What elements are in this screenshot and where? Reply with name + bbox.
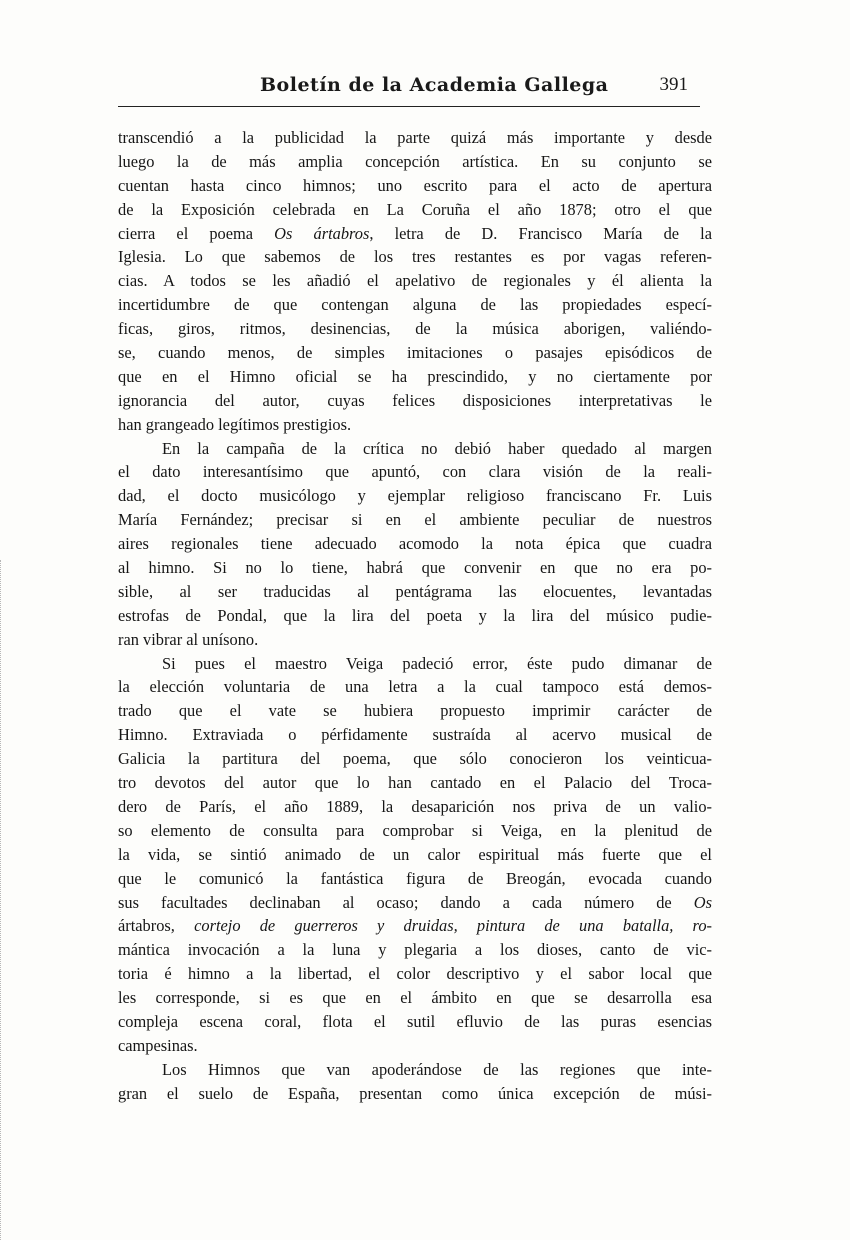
italic-title: Os — [693, 892, 712, 912]
text-line: toria é himno a la libertad, el color descriptivo y el sabor local que — [118, 964, 712, 984]
text-line: sus facultades declinaban al ocaso; dando a cada número de Os — [118, 892, 712, 912]
text-line: tro devotos del autor que lo han cantado en el Palacio del Troca- — [118, 773, 712, 793]
text-line: campesinas. — [118, 1035, 198, 1055]
body-text — [118, 126, 712, 1106]
text-line: Galicia la partitura del poema, que sólo conocieron los veinticua- — [118, 749, 712, 769]
text-line: compleja escena coral, flota el sutil efluvio de las puras esencias — [118, 1011, 712, 1031]
italic-title: Os ártabros — [274, 223, 370, 243]
text-line: ignorancia del autor, cuyas felices disposiciones interpretativas le — [118, 390, 712, 410]
text-line: transcendió a la publicidad la parte quizá más importante y desde — [118, 128, 712, 147]
text-line: Himno. Extraviada o pérfidamente sustraída al acervo musical de — [118, 725, 712, 745]
text-line: cierra el poema Os ártabros, letra de D. Francisco María de la — [118, 223, 712, 243]
text-line: sible, al ser traducidas al pentágrama las elocuentes, levantadas — [118, 581, 712, 601]
text-line: la vida, se sintió animado de un calor espiritual más fuerte que el — [118, 844, 712, 864]
text-line: María Fernández; precisar si en el ambiente peculiar de nuestros — [118, 510, 712, 530]
text-line: al himno. Si no lo tiene, habrá que convenir en que no era po- — [118, 558, 712, 578]
text-line: cias. A todos se les añadió el apelativo de regionales y él alienta la — [118, 271, 712, 291]
text-line: ártabros, cortejo de guerreros y druidas, pintura de una batalla, ro- — [118, 916, 712, 936]
text-line: trado que el vate se hubiera propuesto imprimir carácter de — [118, 701, 712, 721]
text-line: Los Himnos que van apoderándose de las regiones que inte- — [162, 1059, 712, 1079]
text-line: que le comunicó la fantástica figura de Breogán, evocada cuando — [118, 868, 712, 888]
text-line: cuentan hasta cinco himnos; uno escrito para el acto de apertura — [118, 175, 712, 195]
text-line: ran vibrar al unísono. — [118, 629, 259, 649]
paragraph — [118, 652, 712, 1058]
text-line: dad, el docto musicólogo y ejemplar religioso franciscano Fr. Luis — [118, 486, 712, 506]
paragraph — [118, 437, 712, 652]
text-line: mántica invocación a la luna y plegaria a los dioses, canto de vic- — [118, 940, 712, 960]
text-line: luego la de más amplia concepción artística. En su conjunto se — [118, 151, 712, 171]
running-header — [118, 70, 700, 104]
text-line: les corresponde, si es que en el ámbito en que se desarrolla esa — [118, 988, 712, 1008]
text-line: que en el Himno oficial se ha prescindido, y no ciertamente por — [118, 366, 712, 386]
paragraph — [118, 1058, 712, 1106]
page-edge-shadow — [0, 560, 9, 1240]
page-number: 391 — [659, 74, 688, 95]
text-line: incertidumbre de que contengan alguna de las propiedades especí- — [118, 295, 712, 315]
text-line: Si pues el maestro Veiga padeció error, éste pudo dimanar de — [162, 653, 712, 673]
text-line: se, cuando menos, de simples imitaciones o pasajes episódicos de — [118, 343, 712, 363]
text-line: la elección voluntaria de una letra a la cual tampoco está demos- — [118, 677, 712, 697]
text-line: dero de París, el año 1889, la desaparición nos priva de un valio- — [118, 796, 712, 816]
text-line: de la Exposición celebrada en La Coruña el año 1878; otro el que — [118, 199, 712, 219]
text-line: En la campaña de la crítica no debió haber quedado al margen — [162, 438, 712, 458]
text-line: estrofas de Pondal, que la lira del poeta y la lira del músico pudie- — [118, 605, 712, 625]
paragraph — [118, 126, 712, 437]
italic-title: , cortejo de guerreros y druidas, pintura de una batalla, ro- — [170, 916, 712, 936]
header-rule — [118, 106, 700, 107]
text-line: so elemento de consulta para comprobar si Veiga, en la plenitud de — [118, 820, 712, 840]
text-line: han grangeado legítimos prestigios. — [118, 414, 352, 434]
text-line: aires regionales tiene adecuado acomodo la nota épica que cuadra — [118, 534, 712, 554]
text-line: el dato interesantísimo que apuntó, con clara visión de la reali- — [118, 462, 712, 482]
journal-title: Boletín de la Academia Gallega — [260, 74, 609, 96]
text-line: ficas, giros, ritmos, desinencias, de la música aborigen, valiéndo- — [118, 319, 712, 339]
text-line: gran el suelo de España, presentan como única excepción de músi- — [118, 1083, 712, 1103]
text-line: Iglesia. Lo que sabemos de los tres restantes es por vagas referen- — [118, 247, 712, 267]
